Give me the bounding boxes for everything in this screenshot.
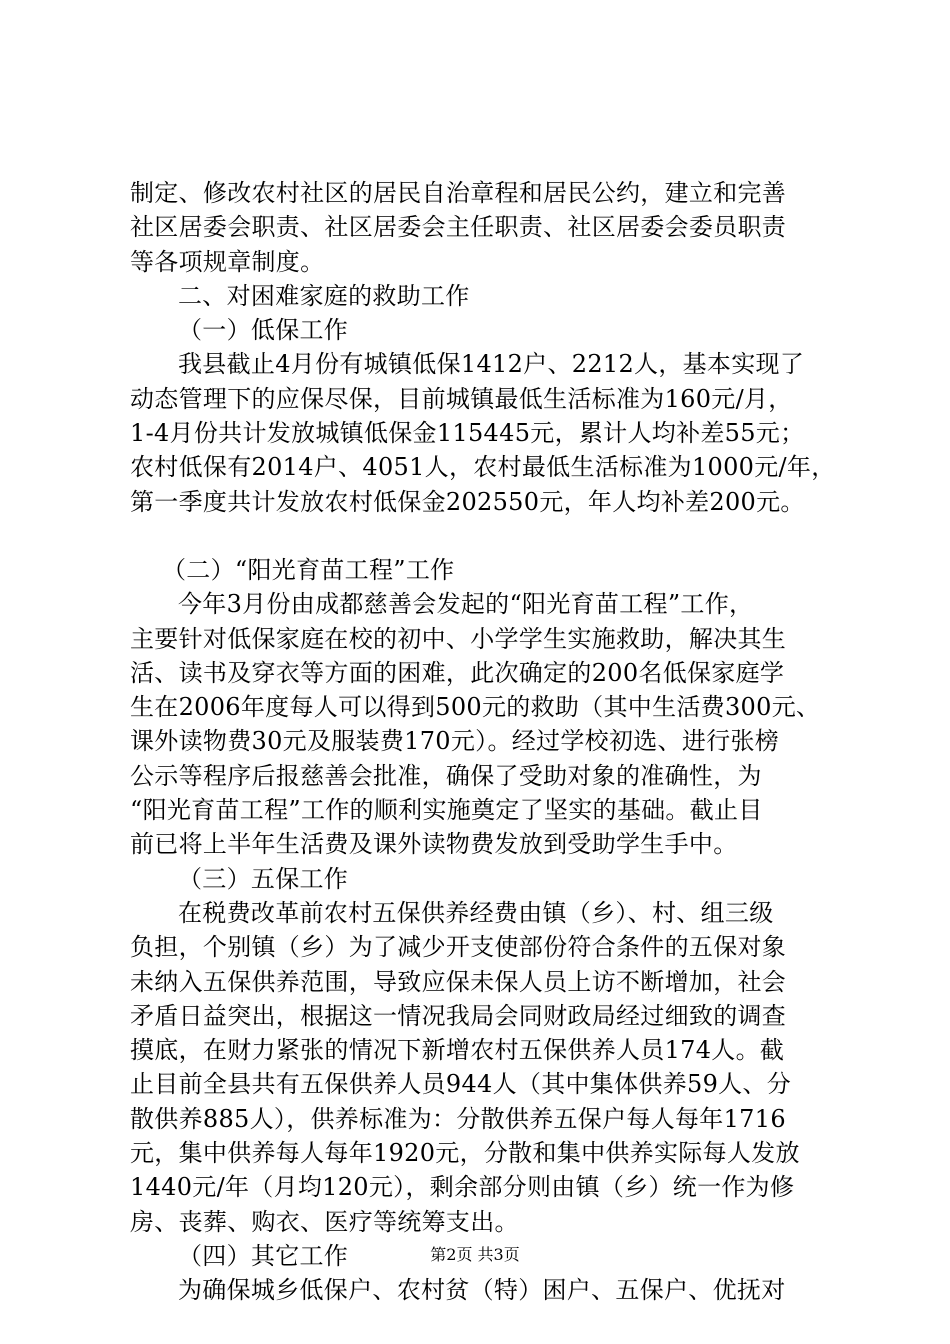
section-heading: 二、对困难家庭的救助工作 <box>178 281 470 310</box>
text-line: 前已将上半年生活费及课外读物费发放到受助学生手中。 <box>130 830 738 859</box>
text-line: 1440元/年（月均120元），剩余部分则由镇（乡）统一作为修 <box>130 1173 795 1202</box>
text-line: 生在2006年度每人可以得到500元的救助（其中生活费300元、 <box>130 693 821 722</box>
text-line: 第一季度共计发放农村低保金202550元，年人均补差200元。 <box>130 487 805 516</box>
subsection-heading: （四）其它工作 <box>178 1241 349 1270</box>
text-line: 散供养885人），供养标准为：分散供养五保户每人每年1716 <box>130 1104 786 1133</box>
text-line: 元，集中供养每人每年1920元，分散和集中供养实际每人发放 <box>130 1139 800 1168</box>
text-line: 为确保城乡低保户、农村贫（特）困户、五保户、优抚对 <box>178 1276 786 1305</box>
text-line: 社区居委会职责、社区居委会主任职责、社区居委会委员职责 <box>130 213 787 242</box>
text-line: 等各项规章制度。 <box>130 247 325 276</box>
text-line: 公示等程序后报慈善会批准，确保了受助对象的准确性，为 <box>130 761 762 790</box>
document-body <box>130 176 836 1308</box>
text-line: 农村低保有2014户、4051人，农村最低生活标准为1000元/年， <box>130 453 836 482</box>
text-line: 课外读物费30元及服装费170元）。经过学校初选、进行张榜 <box>130 727 780 756</box>
text-line: 制定、修改农村社区的居民自治章程和居民公约，建立和完善 <box>130 179 787 207</box>
text-line: 1-4月份共计发放城镇低保金115445元，累计人均补差55元； <box>130 419 805 448</box>
subsection-heading: （三）五保工作 <box>178 864 349 893</box>
text-line: “阳光育苗工程”工作的顺利实施奠定了坚实的基础。截止目 <box>130 796 763 825</box>
text-line: 动态管理下的应保尽保，目前城镇最低生活标准为160元/月， <box>130 384 793 413</box>
text-line: 在税费改革前农村五保供养经费由镇（乡）、村、组三级 <box>178 898 774 927</box>
text-line: 房、丧葬、购衣、医疗等统筹支出。 <box>130 1207 519 1236</box>
text-line: 矛盾日益突出，根据这一情况我局会同财政局经过细致的调查 <box>130 1001 787 1030</box>
text-line: 我县截止4月份有城镇低保1412户、2212人，基本实现了 <box>178 350 805 379</box>
subsection-heading: （一）低保工作 <box>178 316 349 345</box>
text-line: 主要针对低保家庭在校的初中、小学学生实施救助，解决其生 <box>130 624 787 653</box>
text-line: 负担，个别镇（乡）为了减少开支使部份符合条件的五保对象 <box>130 933 787 962</box>
paragraph-gap <box>130 519 830 553</box>
page-number-footer: 第2页 共3页 <box>430 1245 520 1264</box>
text-line: 未纳入五保供养范围，导致应保未保人员上访不断增加，社会 <box>130 967 787 996</box>
text-line: 活、读书及穿衣等方面的困难，此次确定的200名低保家庭学 <box>130 658 785 687</box>
text-line: 摸底，在财力紧张的情况下新增农村五保供养人员174人。截 <box>130 1036 785 1065</box>
text-line: 止目前全县共有五保供养人员944人（其中集体供养59人、分 <box>130 1070 792 1099</box>
text-line: 今年3月份由成都慈善会发起的“阳光育苗工程”工作， <box>178 590 754 619</box>
subsection-heading: （二）“阳光育苗工程”工作 <box>162 555 455 584</box>
